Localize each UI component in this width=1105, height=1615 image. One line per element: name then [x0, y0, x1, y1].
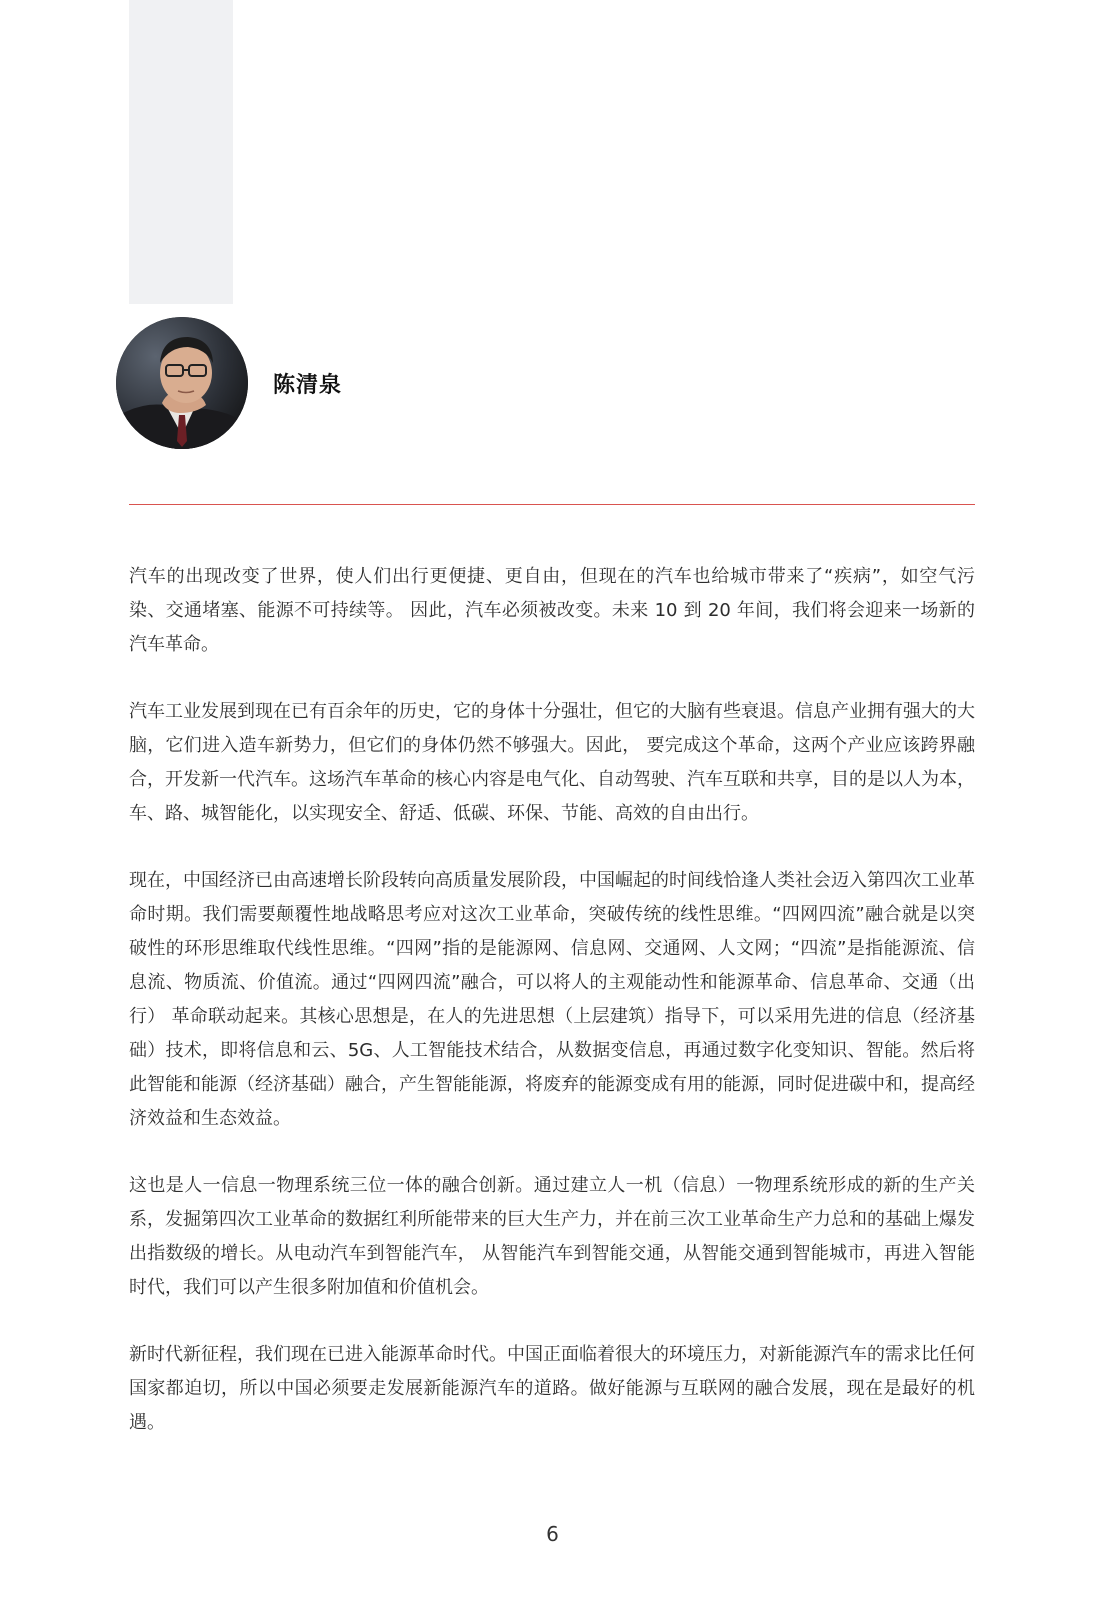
section-divider — [129, 504, 975, 505]
author-header — [116, 317, 342, 449]
paragraph: 新时代新征程，我们现在已进入能源革命时代。中国正面临着很大的环境压力，对新能源汽车的需求比任何国家都迫切，所以中国必须要走发展新能源汽车的道路。做好能源与互联网的融合发展，现在是最好的机遇。 — [129, 1344, 975, 1433]
paragraph: 汽车的出现改变了世界，使人们出行更便捷、更自由，但现在的汽车也给城市带来了“疾病”，如空气污染、交通堵塞、能源不可持续等。 因此，汽车必须被改变。未来 10 到 20 年间，我们将会迎来一场新的汽车革命。 — [129, 566, 975, 655]
decorative-side-bar — [129, 0, 233, 304]
article-body — [129, 560, 975, 1473]
page-number: 6 — [546, 1522, 559, 1546]
author-name: 陈清泉 — [273, 372, 343, 398]
portrait-image — [116, 317, 248, 449]
paragraph: 汽车工业发展到现在已有百余年的历史，它的身体十分强壮，但它的大脑有些衰退。信息产业拥有强大的大脑，它们进入造车新势力，但它们的身体仍然不够强大。因此， 要完成这个革命，这两个产业应该跨界融合，开发新一代汽车。这场汽车革命的核心内容是电气化、自动驾驶、汽车互联和共享，目的是以人为本，车、路、城智能化，以实现安全、舒适、低碳、环保、节能、高效的自由出行。 — [129, 701, 975, 824]
paragraph: 这也是人一信息一物理系统三位一体的融合创新。通过建立人一机（信息）一物理系统形成的新的生产关系，发掘第四次工业革命的数据红利所能带来的巨大生产力，并在前三次工业革命生产力总和的基础上爆发出指数级的增长。从电动汽车到智能汽车， 从智能汽车到智能交通，从智能交通到智能城市，再进入智能时代，我们可以产生很多附加值和价值机会。 — [129, 1175, 975, 1298]
author-avatar — [116, 317, 248, 449]
paragraph: 现在，中国经济已由高速增长阶段转向高质量发展阶段，中国崛起的时间线恰逢人类社会迈入第四次工业革命时期。我们需要颠覆性地战略思考应对这次工业革命，突破传统的线性思维。“四网四流”融合就是以突破性的环形思维取代线性思维。“四网”指的是能源网、信息网、交通网、人文网；“四流”是指能源流、信息流、物质流、价值流。通过“四网四流”融合，可以将人的主观能动性和能源革命、信息革命、交通（出行） 革命联动起来。其核心思想是，在人的先进思想（上层建筑）指导下，可以采用先进的信息（经济基础）技术，即将信息和云、5G、人工智能技术结合，从数据变信息，再通过数字化变知识、智能。然后将此智能和能源（经济基础）融合，产生智能能源，将废弃的能源变成有用的能源，同时促进碳中和，提高经济效益和生态效益。 — [129, 870, 975, 1129]
